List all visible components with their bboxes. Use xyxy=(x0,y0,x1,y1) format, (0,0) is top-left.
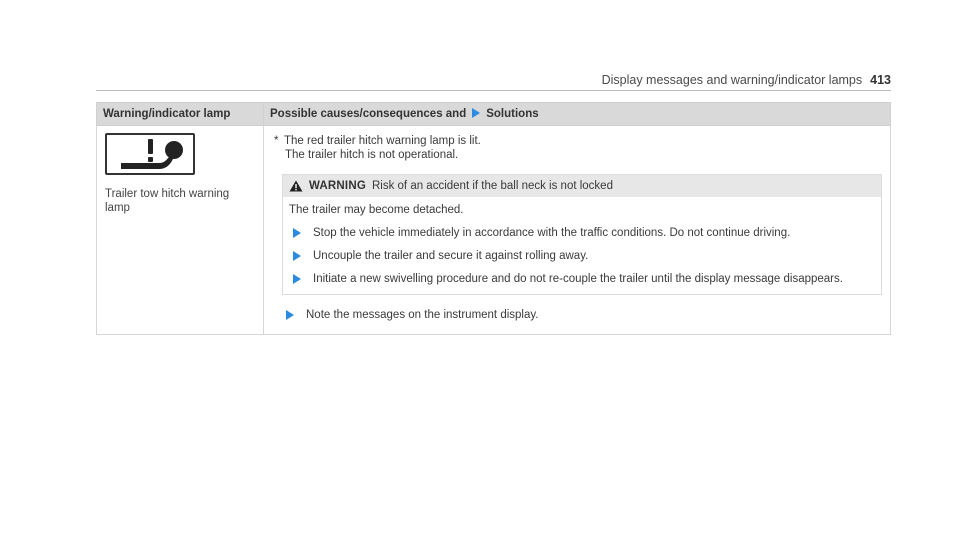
table-header-row xyxy=(97,103,891,126)
note-text: Note the messages on the instrument display. xyxy=(306,309,539,321)
note-step xyxy=(282,308,882,322)
warning-step-text: Uncouple the trailer and secure it against rolling away. xyxy=(313,250,589,262)
cause-line1: The red trailer hitch warning lamp is lit. xyxy=(284,135,481,147)
arrow-right-icon xyxy=(293,274,301,284)
column-header-solutions-text: Solutions xyxy=(486,108,539,120)
lamp-description-line2: lamp xyxy=(105,202,130,214)
trailer-hitch-warning-icon xyxy=(105,133,195,175)
warning-step-text: Stop the vehicle immediately in accordance with the traffic conditions. Do not continue driving. xyxy=(313,227,791,239)
page-header xyxy=(602,73,891,87)
column-header-causes xyxy=(264,103,891,126)
warning-lamp-table xyxy=(96,102,891,335)
header-rule xyxy=(96,90,891,91)
warning-triangle-icon xyxy=(289,180,303,192)
lamp-description xyxy=(105,187,255,215)
arrow-right-icon xyxy=(286,310,294,320)
warning-body xyxy=(283,197,881,294)
cause-marker: * xyxy=(274,135,279,147)
warning-step xyxy=(289,226,875,240)
table-row xyxy=(97,126,891,335)
cause-line2: The trailer hitch is not operational. xyxy=(285,149,459,161)
page-number: 413 xyxy=(870,73,891,87)
warning-body-text: The trailer may become detached. xyxy=(289,204,464,216)
lamp-description-line1: Trailer tow hitch warning xyxy=(105,188,230,200)
causes-cell xyxy=(264,126,891,335)
lamp-cell xyxy=(97,126,264,335)
warning-step xyxy=(289,272,875,286)
warning-header xyxy=(283,175,881,197)
column-header-causes-text: Possible causes/consequences and xyxy=(270,108,467,120)
arrow-right-icon xyxy=(293,251,301,261)
arrow-right-icon xyxy=(293,228,301,238)
column-header-lamp: Warning/indicator lamp xyxy=(97,103,264,126)
warning-title: Risk of an accident if the ball neck is not locked xyxy=(371,180,613,192)
arrow-right-icon xyxy=(472,108,480,118)
page-header-title: Display messages and warning/indicator lamps xyxy=(601,73,863,87)
warning-step xyxy=(289,249,875,263)
warning-label: WARNING xyxy=(309,180,366,192)
cause-block xyxy=(272,134,882,162)
warning-box xyxy=(282,174,882,295)
warning-step-text: Initiate a new swivelling procedure and do not re-couple the trailer until the display message disappears. xyxy=(313,273,843,285)
